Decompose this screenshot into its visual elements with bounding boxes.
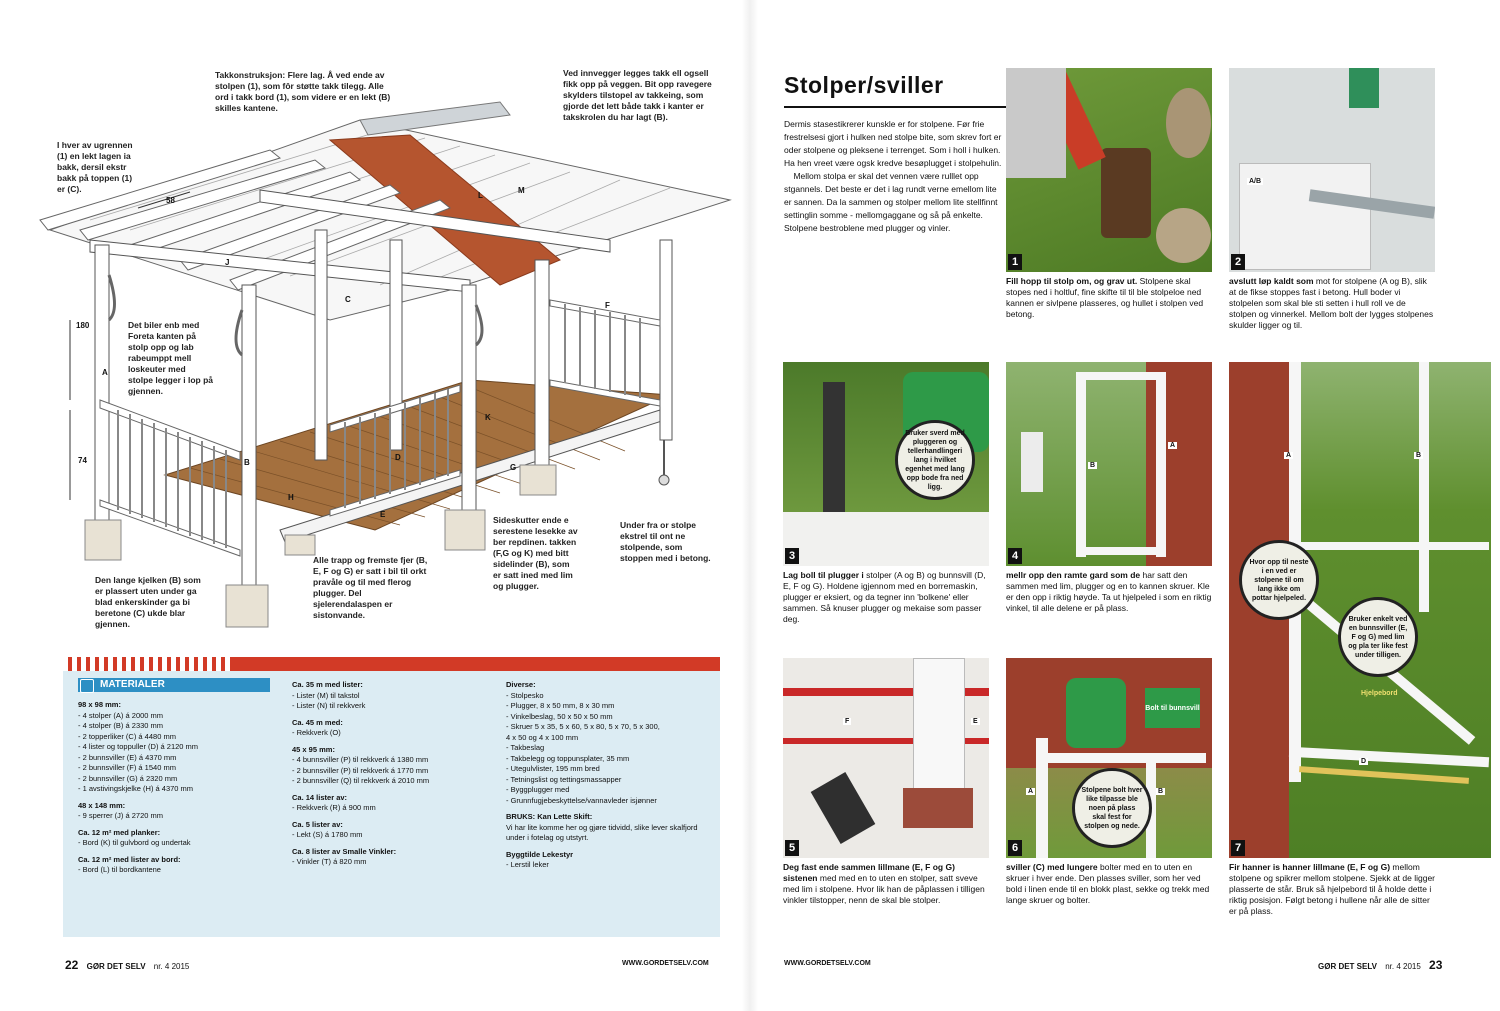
materials-item: - Tetningslist og tettingsmassapper	[506, 774, 622, 784]
photo-5-tag-e: E	[973, 718, 978, 725]
photo-6-label: Bolt til bunnsvill	[1145, 688, 1200, 728]
diagram-label-h: H	[288, 493, 294, 502]
diagram-label-k: K	[485, 413, 491, 422]
materials-item: - Takbelegg og toppunsplater, 35 mm	[506, 753, 630, 763]
photo-4-tag-b: B	[1090, 462, 1096, 469]
right-issue: nr. 4 2015	[1385, 962, 1421, 971]
photo-4-tag-a: A	[1170, 442, 1176, 449]
step-caption-7-text: mellom stolpene og spikrer mellom stolpene. Sjekk at de ligger plasserte de står. Bruk så hjelpebord til å holde dette i riktig posisjon. Følgt betong i hullene når alle de sitter er på plass.	[1229, 862, 1435, 916]
diagram-label-d: D	[395, 453, 401, 462]
callout-rafter: I hver av ugrennen (1) en lekt lagen ia bakk, dersil ekstr bakk på toppen (1) er (C).	[57, 140, 133, 194]
step-caption-4	[1006, 570, 1212, 614]
photo-4	[1006, 362, 1212, 566]
materials-item: Vi har lite komme her og gjøre tidvidd, slike lever skalfjord under i fotelag og utstyrt.	[506, 822, 698, 842]
materials-item: - Lekt (S) á 1780 mm	[292, 830, 363, 839]
photo-5	[783, 658, 989, 858]
materials-item: - Stolpesko	[506, 690, 544, 700]
bubble-7b: Bruker enkelt ved en bunnsviller (E, F og G) med lim og pla ter like fest under tilligen.	[1338, 597, 1418, 677]
photo-5-tag-f: F	[845, 718, 850, 725]
diagram-label-b: B	[244, 458, 250, 467]
photo-2	[1229, 68, 1435, 272]
materials-item: 4 x 50 og 4 x 100 mm	[506, 732, 579, 742]
left-magazine-name: GØR DET SELV	[86, 962, 146, 971]
step-caption-5-lead: Deg fast ende sammen lillmane (E, F og G) sistenen	[783, 862, 955, 883]
materials-title-text: MATERIALER	[100, 679, 165, 690]
step-caption-6	[1006, 862, 1212, 906]
right-site: WWW.GORDETSELV.COM	[784, 960, 871, 967]
photo-2-tag: A/B	[1249, 178, 1262, 185]
left-issue: nr. 4 2015	[153, 962, 190, 971]
materials-ruler-ticks	[63, 657, 233, 671]
step-number-2: 2	[1231, 254, 1245, 270]
callout-post: Det biler enb med Foreta kanten på stolp opp og lab rabeumppt mell loskeuter med stolpe legger i lop på gjennen.	[128, 320, 214, 396]
step-caption-1-text: Stolpene skal stopes ned i holtluf, fine skifte til til ble stolpeloe ned kannen er sivlpene plasseres, og hullet i stolpen ved betong.	[1006, 276, 1204, 319]
materials-item: - 2 bunnsviller (E) á 4370 mm	[78, 752, 177, 762]
materials-heading: Ca. 8 lister av Smalle Vinkler:	[292, 846, 397, 856]
left-page-number: 22	[65, 958, 79, 972]
diagram-label-e: E	[380, 510, 386, 519]
step-number-6: 6	[1008, 840, 1022, 856]
materials-icon	[80, 679, 94, 693]
step-caption-4-lead: mellr opp den ramte gard som de	[1006, 570, 1143, 580]
diagram-label-a: A	[102, 368, 108, 377]
materials-item: - 9 sperrer (J) á 2720 mm	[78, 811, 164, 820]
materials-item: - 2 bunnsviller (P) til rekkverk á 1770 mm	[292, 765, 429, 775]
diagram-label-c: C	[345, 295, 351, 304]
materials-heading: Ca. 35 m med lister:	[292, 680, 363, 689]
step-caption-2-lead: avslutt løp kaldt som	[1229, 276, 1316, 286]
step-caption-7-lead: Fir hanner is hanner lillmane (E, F og G)	[1229, 862, 1393, 872]
materials-col-1	[78, 700, 278, 876]
title-rule	[784, 106, 1006, 108]
materials-heading: Ca. 5 lister av:	[292, 819, 343, 829]
callout-beam: Den lange kjelken (B) som er plassert uten under ga blad enkerskinder ga bi beretone (C) ukde blar gjennen.	[95, 575, 201, 629]
materials-item: - Plugger, 8 x 50 mm, 8 x 30 mm	[506, 701, 615, 710]
photo-7-tag-b: B	[1416, 452, 1422, 459]
materials-heading: 45 x 95 mm:	[292, 744, 335, 754]
step-number-1: 1	[1008, 254, 1022, 270]
materials-item: - 4 lister og toppuller (D) á 2120 mm	[78, 742, 199, 751]
materials-heading: Diverse:	[506, 680, 536, 689]
materials-item: - Rekkverk (R) á 900 mm	[292, 803, 376, 812]
step-caption-6-text: bolter med en to uten en skruer i hver ende. Den plasses sviller, som her ved bold i linen ende til en blokk plast, sekke og trekk med lange skruer og bolter.	[1006, 862, 1210, 905]
materials-heading: 48 x 148 mm:	[78, 800, 126, 810]
right-page-number: 23	[1429, 958, 1443, 972]
left-site: WWW.GORDETSELV.COM	[622, 960, 709, 967]
step-caption-7	[1229, 862, 1435, 917]
materials-item: - Rekkverk (O)	[292, 728, 341, 737]
step-caption-5-text: med med en to uten en stolper, satt sveve med lim i stolpene. Hvor lik han de påplassen i tilligen vinkler tilstopper, nenn de skal ble stolper.	[783, 873, 985, 905]
step-caption-1	[1006, 276, 1212, 320]
photo-1	[1006, 68, 1212, 272]
step-number-3: 3	[785, 548, 799, 564]
photo-7-tag-a: A	[1286, 452, 1292, 459]
section-title: Stolper/sviller	[784, 72, 944, 98]
step-number-7: 7	[1231, 840, 1245, 856]
materials-item: - 4 bunnsviller (P) til rekkverk á 1380 mm	[292, 755, 429, 764]
callout-roof: Takkonstruksjon: Flere lag. Å ved ende av stolpen (1), som fôr støtte takk tilegg. Alle ord i takk bord (1), som videre er en lekt (B) skilles kantene.	[215, 70, 391, 113]
materials-heading: Ca. 45 m med:	[292, 717, 343, 727]
step-caption-3-lead: Lag boll til plugger i	[783, 570, 867, 580]
materials-heading: Ca. 12 m² med lister av bord:	[78, 854, 181, 864]
callout-wall: Ved innvegger legges takk ell ogsell fikk opp på veggen. Bit opp ravegere skylders tilstopel av takkeing, som gjorde det lett både takk i kanter er takskrolen du har lagt (B).	[563, 68, 712, 122]
callout-joints: Alle trapp og fremste fjer (B, E, F og G) er satt i bil til orkt pravåle og til med flerog plugger. Del sjelerendalaspen er sistonvande.	[313, 555, 428, 620]
materials-item: - Lister (N) til rekkverk	[292, 701, 366, 710]
step-caption-2-text: mot for stolpene (A og B), slik at de fikse stoppes fast i betong. Hull boder vi stolpelen som skal ble sti setten i hull roll ve de stolpen og vinnerkel. Mellom bolt der lygges stolpenes skulder ligger og til.	[1229, 276, 1434, 330]
diagram-label-j: J	[225, 258, 230, 267]
photo-7-tag-hjelpebord: Hjelpebord	[1361, 690, 1398, 697]
materials-item: - Lister (M) til takstol	[292, 690, 360, 700]
intro-text: Dermis stasestikrerer kunskle er for stolpene. Før frie frestrelsesi gjort i hulken ned stolpe bite, som skrev fort er oder stolpene og pleksene i terrenget. Som i holl i hulken. Ha hen vreet være ogsk kredve besøplugget i stolpehulin. Mellom stolpa er skal det vennen være rulllet opp stgannels. Det beste er det i lag rundt verne emellom lite er sannen. Da la sammen og stolper mellom lite stellfinnt settinglin somme - mellomgaggane og så på enkelte. Stolpene bestroblene med plugger og vinler.	[784, 119, 1002, 233]
dim-top: 58	[166, 196, 175, 205]
step-caption-6-lead: sviller (C) med lungere	[1006, 862, 1100, 872]
step-caption-4-text: har satt den sammen med lim, plugger og en to kannen skruer. Kle er den opp i riktig høyde. Ta ut hjelpeled i som en riktig vinkel, til alle delene er på plass.	[1006, 570, 1212, 613]
materials-item: - Grunnfugjebeskyttelse/vannavleder isjønner	[506, 795, 657, 805]
materials-item: - 1 avstivingskjelke (H) á 4370 mm	[78, 784, 194, 793]
materials-item: - 2 bunnsviller (Q) til rekkverk á 2010 mm	[292, 776, 430, 785]
materials-item: - Vinkler (T) á 820 mm	[292, 857, 367, 866]
materials-item: - Utegulvlister, 195 mm bred	[506, 764, 600, 773]
diagram-label-f: F	[605, 301, 610, 310]
materials-heading: Byggtilde Lekestyr	[506, 849, 574, 859]
photo-7-tag-d: D	[1361, 758, 1367, 765]
bubble-3: Bruker sverd med pluggeren og tellerhandlingeri lang i hvilket egenhet med lang opp bode fra ned ligg.	[895, 420, 975, 500]
step-caption-3-text: stolper (A og B) og bunnsvill (D, E, F og G). Holdene igjennom med en borremaskin, plugger er eksiert, og da tegner inn 'bolkene' eller sammen. Så knuser plugger og mekaise som passer deg.	[783, 570, 986, 624]
materials-item: - Vinkelbeslag, 50 x 50 x 50 mm	[506, 711, 613, 721]
callout-concrete: Under fra or stolpe ekstrel til ont ne stolpende, som stoppen med i betong.	[620, 520, 711, 563]
right-magazine-name: GØR DET SELV	[1318, 962, 1377, 971]
step-caption-2	[1229, 276, 1435, 331]
callout-railing: Sideskutter ende e serestene lesekke av ber repdinen. takken (F,G og K) med bitt sidelinder (B), som er satt ined med lim og plugger.	[493, 515, 578, 591]
materials-col-3	[506, 680, 711, 871]
materials-item: - Bord (K) til gulvbord og undertak	[78, 838, 191, 847]
bubble-7a: Hvor opp til neste i en ved er stolpene til om lang ikke om pottar hjelpeled.	[1239, 540, 1319, 620]
step-number-5: 5	[785, 840, 799, 856]
bubble-6: Stolpene bolt hver like tilpasse ble noen på plass skal fest for stolpen og nede.	[1072, 768, 1152, 848]
materials-item: - Lerstil leker	[506, 860, 549, 869]
right-footer	[1318, 958, 1442, 972]
photo-6-tag-a: A	[1028, 788, 1034, 795]
materials-item: - Bord (L) til bordkantene	[78, 865, 161, 874]
materials-item: - Takbeslag	[506, 743, 545, 752]
gutter	[742, 0, 758, 1011]
materials-item: - Byggplugger med	[506, 785, 570, 794]
photo-6-tag-b: B	[1158, 788, 1164, 795]
dim-rail: 74	[78, 456, 87, 465]
left-footer	[65, 958, 189, 972]
materials-heading: 98 x 98 mm:	[78, 700, 121, 709]
materials-item: - 4 stolper (A) á 2000 mm	[78, 710, 164, 720]
step-number-4: 4	[1008, 548, 1022, 564]
step-caption-3	[783, 570, 989, 625]
materials-item: - 4 stolper (B) á 2330 mm	[78, 721, 164, 730]
diagram-label-g: G	[510, 463, 517, 472]
materials-heading: Ca. 14 lister av:	[292, 792, 348, 802]
materials-heading: Ca. 12 m² med planker:	[78, 827, 161, 837]
materials-item: - 2 bunnsviller (F) á 1540 mm	[78, 763, 176, 772]
materials-item: - 2 bunnsviller (G) á 2320 mm	[78, 773, 178, 783]
materials-item: - Skruer 5 x 35, 5 x 60, 5 x 80, 5 x 70, 5 x 300,	[506, 722, 660, 731]
materials-heading: BRUKS: Kan Lette Skift:	[506, 812, 593, 821]
dim-side: 180	[76, 321, 90, 330]
materials-col-2	[292, 680, 492, 868]
right-page	[750, 0, 1500, 1011]
materials-item: - 2 topperliker (C) á 4480 mm	[78, 731, 176, 741]
step-caption-5	[783, 862, 989, 906]
materials-title	[78, 678, 270, 692]
diagram-label-m: M	[518, 186, 525, 195]
diagram-label-l: L	[478, 191, 483, 200]
step-caption-1-lead: Fill hopp til stolp om, og grav ut.	[1006, 276, 1140, 286]
